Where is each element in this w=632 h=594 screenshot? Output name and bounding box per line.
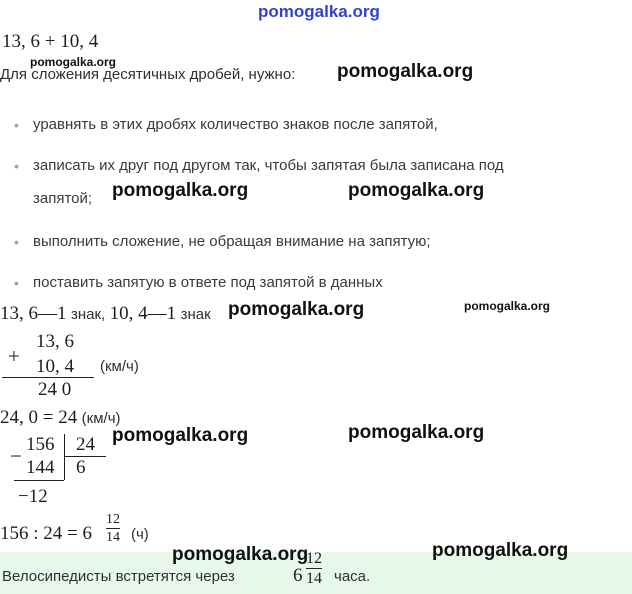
subtract-line [14,480,64,481]
result-math: 24, 0 = 24 [0,407,78,428]
divisor: 24 [76,434,95,455]
bullet-icon: • [14,158,19,174]
bullet-icon: • [14,275,19,291]
result-unit: (км/ч) [81,410,121,427]
watermark-small-1: pomogalka.org [30,55,117,69]
problem-intro: Для сложения десятичных дробей, нужно: [0,66,296,83]
watermark-small-2: pomogalka.org [464,299,551,313]
watermark-5: pomogalka.org [112,425,249,446]
plus-sign: + [8,344,20,368]
watermark-6: pomogalka.org [348,422,485,443]
bullet-icon: • [14,117,19,133]
digits-count-line [0,303,211,325]
answer-whole: 6 [293,565,303,586]
rule-item: поставить запятую в ответе под запятой в данных [33,274,383,291]
addition-unit: (км/ч) [100,358,139,375]
fraction-bar [106,528,120,529]
answer-fraction [306,550,322,587]
addend-1: 13, 6 [36,331,74,352]
division-result-expression: 156 : 24 = 6 [0,523,92,544]
rule-item-continued: запятой; [33,190,93,207]
quotient: 6 [76,457,86,478]
answer-denominator: 14 [306,570,322,588]
watermark-4: pomogalka.org [228,299,365,320]
rule-item: уравнять в этих дробях количество знаков после запятой, [33,116,438,133]
digits-math-1: 13, 6—1 [0,303,67,324]
watermark-top: pomogalka.org [258,2,380,21]
fraction-denominator: 14 [106,530,120,546]
rule-item: выполнить сложение, не обращая внимание на запятую; [33,233,431,250]
answer-suffix: часа. [334,568,371,585]
watermark-2: pomogalka.org [112,180,249,201]
digits-word-2: знак [180,306,211,323]
remainder: −12 [18,486,48,507]
watermark-1: pomogalka.org [337,61,474,82]
watermark-8: pomogalka.org [432,540,569,561]
division-result-unit: (ч) [131,526,149,543]
problem-expression: 13, 6 + 10, 4 [2,31,99,52]
rule-item: записать их друг под другом так, чтобы запятая была записана под [33,157,504,174]
division-minus: − [10,444,22,468]
answer-numerator: 12 [306,550,322,567]
digits-math-2: 10, 4—1 [109,303,177,324]
answer-fraction-bar [306,568,322,569]
result-line [0,407,121,429]
dividend: 156 [26,434,55,455]
bullet-icon: • [14,234,19,250]
answer-text: Велосипедисты встретятся через [2,568,235,585]
addition-sum: 24 0 [38,379,72,400]
watermark-3: pomogalka.org [348,180,485,201]
digits-word-1: знак, [70,306,106,323]
fraction-numerator: 12 [106,512,120,527]
watermark-7: pomogalka.org [172,544,309,565]
addend-2: 10, 4 [36,356,74,377]
subtract-value: 144 [26,457,55,478]
division-result-fraction [106,512,120,545]
